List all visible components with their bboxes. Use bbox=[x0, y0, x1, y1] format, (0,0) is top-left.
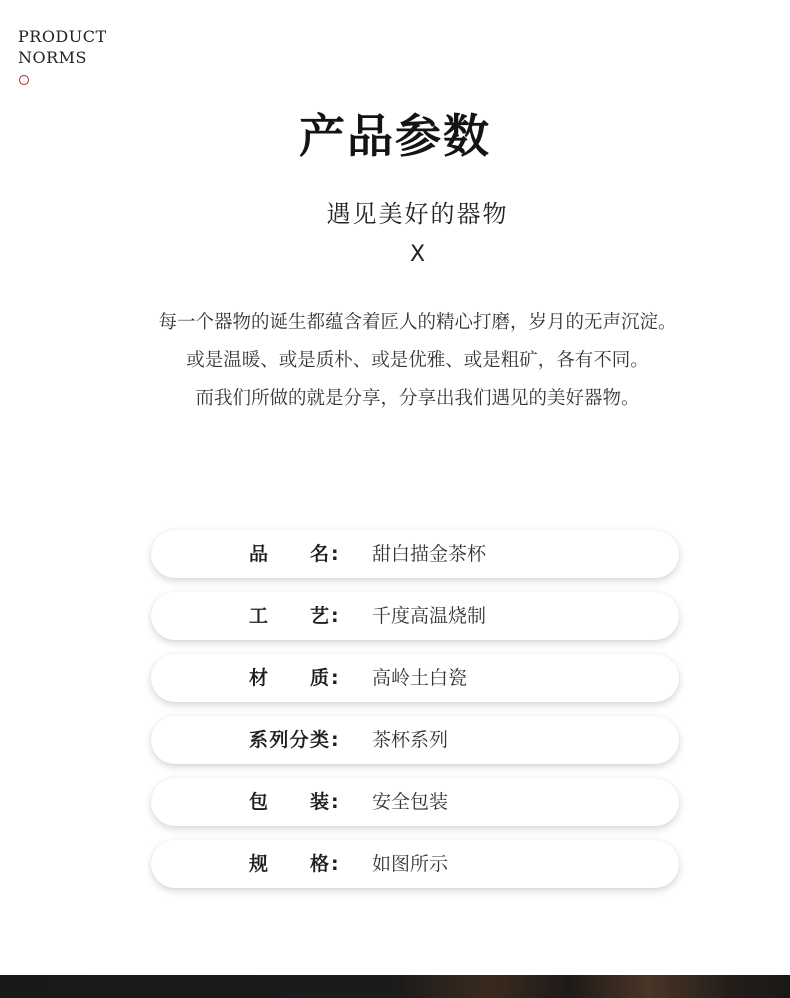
spec-row-packaging bbox=[151, 778, 679, 826]
intro-text bbox=[0, 304, 790, 418]
spec-colon: : bbox=[331, 605, 339, 627]
spec-list bbox=[151, 530, 679, 902]
spec-label: 系列分类 bbox=[249, 729, 329, 751]
product-norms-line-1: PRODUCT bbox=[18, 27, 107, 46]
product-norms-label bbox=[18, 26, 107, 68]
spec-row-craft bbox=[151, 592, 679, 640]
spec-value: 如图所示 bbox=[372, 853, 449, 875]
spec-value: 甜白描金茶杯 bbox=[372, 543, 487, 565]
spec-label: 材质 bbox=[249, 667, 329, 689]
spec-colon: : bbox=[331, 543, 339, 565]
spec-row-material bbox=[151, 654, 679, 702]
spec-value: 千度高温烧制 bbox=[372, 605, 487, 627]
spec-colon: : bbox=[331, 853, 339, 875]
spec-colon: : bbox=[331, 729, 339, 751]
spec-row-series bbox=[151, 716, 679, 764]
product-norms-line-2: NORMS bbox=[18, 48, 88, 67]
spec-label: 规格 bbox=[249, 853, 329, 875]
spec-row-name bbox=[151, 530, 679, 578]
page-title: 产品参数 bbox=[299, 109, 491, 163]
x-divider: X bbox=[409, 242, 426, 267]
intro-line-2: 或是温暖、或是质朴、或是优雅、或是粗矿，各有不同。 bbox=[186, 350, 649, 371]
spec-value: 茶杯系列 bbox=[372, 729, 449, 751]
intro-line-3: 而我们所做的就是分享，分享出我们遇见的美好器物。 bbox=[195, 388, 640, 409]
spec-row-size bbox=[151, 840, 679, 888]
spec-value: 高岭土白瓷 bbox=[372, 667, 468, 689]
red-circle-icon bbox=[19, 75, 29, 85]
spec-colon: : bbox=[331, 791, 339, 813]
spec-colon: : bbox=[331, 667, 339, 689]
spec-label: 工艺 bbox=[249, 605, 329, 627]
spec-label: 品名 bbox=[249, 543, 329, 565]
spec-value: 安全包装 bbox=[372, 791, 449, 813]
intro-line-1: 每一个器物的诞生都蕴含着匠人的精心打磨，岁月的无声沉淀。 bbox=[158, 312, 677, 333]
product-photo-strip bbox=[0, 975, 790, 998]
spec-label: 包装 bbox=[249, 791, 329, 813]
page-subtitle: 遇见美好的器物 bbox=[326, 200, 509, 228]
